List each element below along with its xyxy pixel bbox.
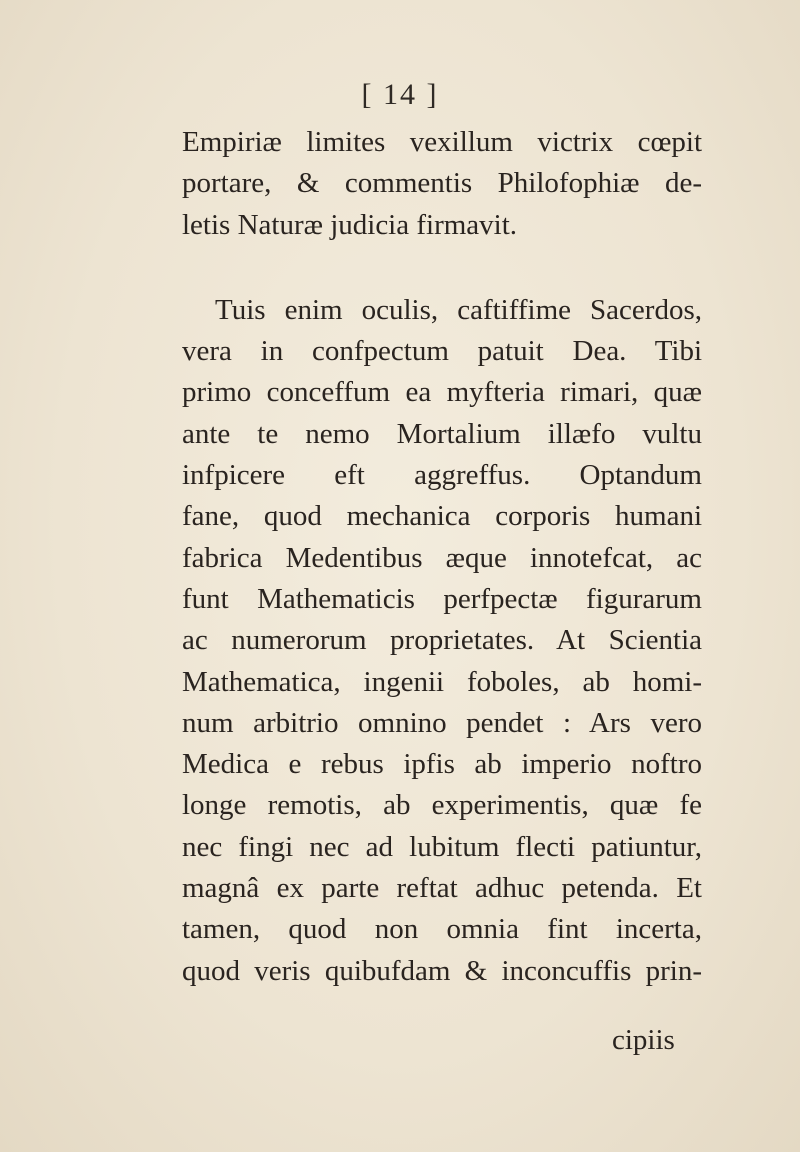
text-line: Medica e rebus ipfis ab imperio noftro [182,748,702,781]
text-line: num arbitrio omnino pendet : Ars vero [182,706,702,739]
text-line: portare, & commentis Philofophiæ de- [182,167,702,200]
text-line: magnâ ex parte reftat adhuc petenda. Et [182,872,702,905]
catchword: cipiis [612,1024,675,1056]
text-line: Empiriæ limites vexillum victrix cœpit [182,126,702,158]
text-line: primo conceffum ea myfteria rimari, quæ [182,376,702,409]
text-line: fane, quod mechanica corporis humani [182,500,702,533]
text-line: quod veris quibufdam & inconcuffis prin- [182,954,702,987]
paragraph-2 [182,290,702,992]
text-line: funt Mathematicis perfpectæ figurarum [182,582,702,615]
text-line: tamen, quod non omnia fint incerta, [182,913,702,946]
text-line: longe remotis, ab experimentis, quæ fe [182,789,702,822]
page-number: [ 14 ] [361,78,439,111]
paragraph-gap [182,246,702,290]
paragraph-1 [182,122,702,246]
text-line: Tuis enim oculis, caftiffime Sacerdos, [215,293,702,326]
text-line: nec fingi nec ad lubitum flecti patiuntur, [182,830,702,863]
text-line: ac numerorum proprietates. At Scientia [182,624,702,657]
text-line: vera in confpectum patuit Dea. Tibi [182,335,702,368]
text-line: ante te nemo Mortalium illæfo vultu [182,417,702,450]
text-line: infpicere eft aggreffus. Optandum [182,459,702,492]
text-line: fabrica Medentibus æque innotefcat, ac [182,541,702,574]
text-line: letis Naturæ judicia firmavit. [182,208,518,241]
text-block [182,122,702,992]
text-line: Mathematica, ingenii foboles, ab homi- [182,665,702,698]
